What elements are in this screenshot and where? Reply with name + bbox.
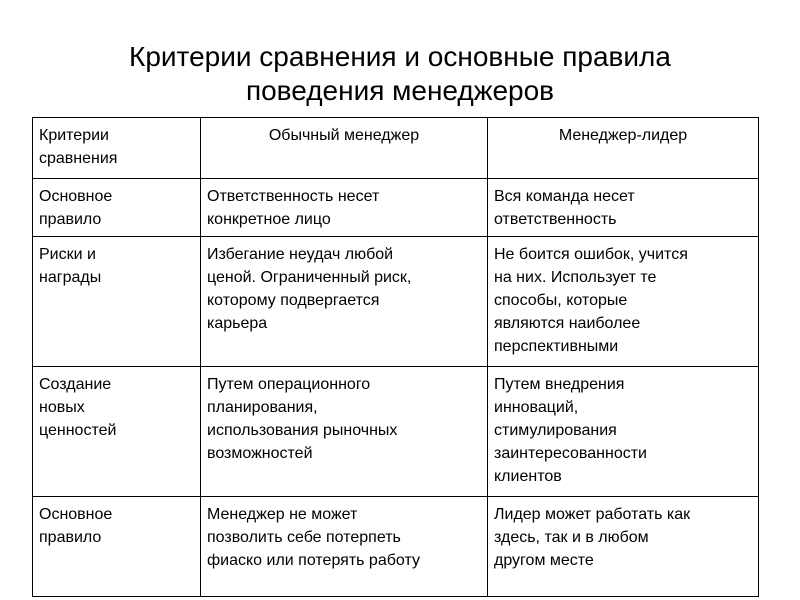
header-leader-manager: Менеджер-лидер	[488, 118, 759, 179]
table-row	[33, 237, 759, 367]
table-cell-leader: Вся команда несет ответственность	[488, 179, 759, 237]
table-row	[33, 497, 759, 597]
table-cell-leader: Лидер может работать как здесь, так и в любом другом месте	[488, 497, 759, 597]
header-criteria: Критерии сравнения	[33, 118, 201, 179]
table-header-row	[33, 118, 759, 179]
table-cell-ordinary: Ответственность несет конкретное лицо	[201, 179, 488, 237]
slide-title-line-1: Критерии сравнения и основные правила	[129, 41, 671, 72]
table-row	[33, 367, 759, 497]
table-row	[33, 179, 759, 237]
table-cell-ordinary: Путем операционного планирования, использования рыночных возможностей	[201, 367, 488, 497]
table-cell-criteria: Основное правило	[33, 497, 201, 597]
table-cell-ordinary: Избегание неудач любой ценой. Ограниченный риск, которому подвергается карьера	[201, 237, 488, 367]
table-cell-criteria: Создание новых ценностей	[33, 367, 201, 497]
table-cell-criteria: Риски и награды	[33, 237, 201, 367]
slide-title-line-2: поведения менеджеров	[245, 75, 555, 106]
table-cell-leader: Не боится ошибок, учится на них. Использует те способы, которые являются наиболее перспективными	[488, 237, 759, 367]
table-cell-criteria: Основное правило	[33, 179, 201, 237]
header-ordinary-manager: Обычный менеджер	[201, 118, 488, 179]
table-cell-leader: Путем внедрения инноваций, стимулирования заинтересованности клиентов	[488, 367, 759, 497]
comparison-table	[32, 117, 759, 597]
table-cell-ordinary: Менеджер не может позволить себе потерпеть фиаско или потерять работу	[201, 497, 488, 597]
slide-title	[0, 40, 800, 108]
